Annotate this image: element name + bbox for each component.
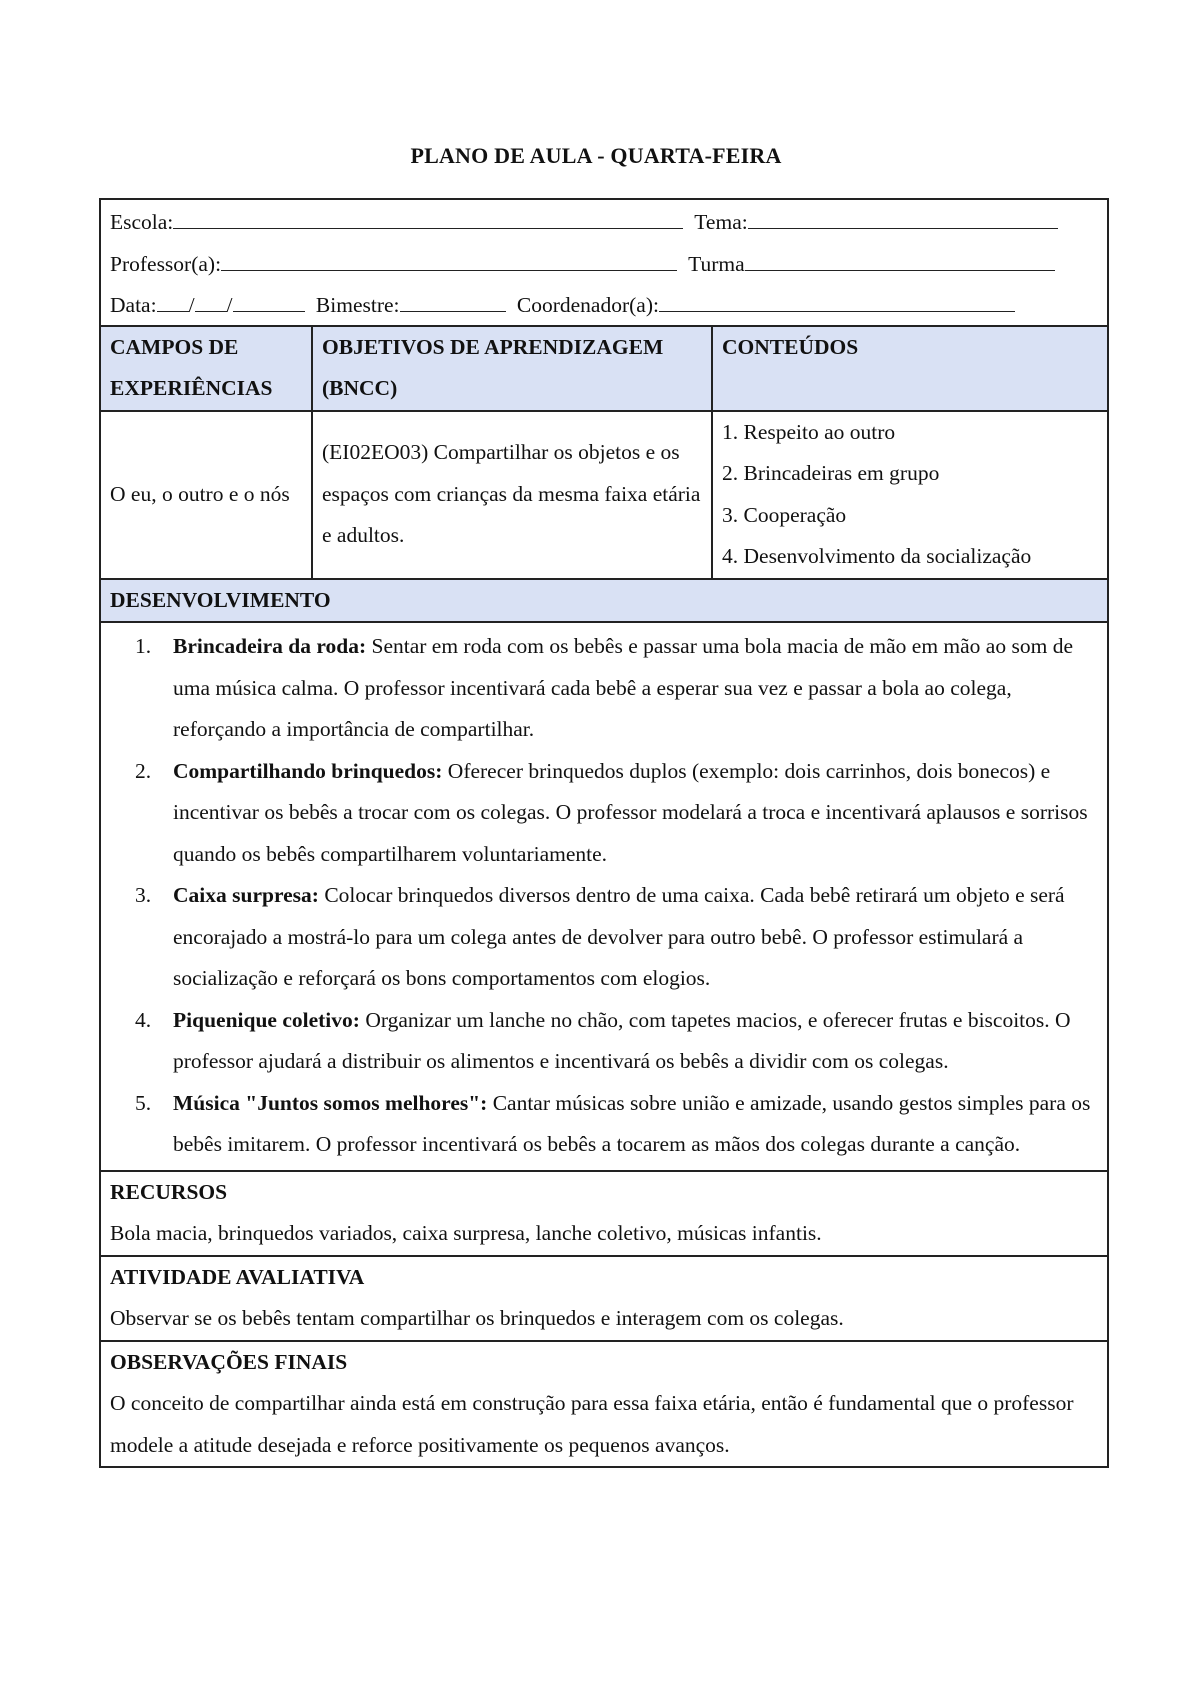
campos-cell: O eu, o outro e o nós — [100, 411, 312, 579]
header-line-2 — [110, 242, 1098, 284]
atividade-cell — [100, 1256, 1108, 1341]
data-label: Data: — [110, 293, 157, 317]
desenvolvimento-header-row — [100, 579, 1108, 623]
column-header-objetivos: OBJETIVOS DE APRENDIZAGEM (BNCC) — [312, 326, 712, 411]
recursos-cell — [100, 1171, 1108, 1256]
conteudo-item: 2. Brincadeiras em grupo — [722, 461, 940, 485]
page-title: PLANO DE AULA - QUARTA-FEIRA — [410, 143, 782, 168]
header-row — [100, 199, 1108, 326]
coordenador-field[interactable] — [659, 283, 1015, 312]
date-month-field[interactable] — [195, 283, 227, 312]
item-text: Sentar em roda com os bebês e passar uma bola macia de mão em mão ao som de uma música calma. O professor incentivará cada bebê a esperar sua vez e passar a bola ao colega, reforçando a importância de compartilhar. — [173, 634, 1073, 741]
atividade-title: ATIVIDADE AVALIATIVA — [110, 1264, 365, 1289]
escola-field[interactable] — [173, 200, 683, 229]
turma-label: Turma — [688, 251, 745, 276]
item-title: Compartilhando brinquedos: — [173, 758, 443, 783]
item-number: 1. — [135, 634, 152, 658]
column-header-conteudos: CONTEÚDOS — [712, 326, 1108, 411]
objetivos-cell: (EI02EO03) Compartilhar os objetos e os espaços com crianças da mesma faixa etária e adultos. — [312, 411, 712, 579]
recursos-text: Bola macia, brinquedos variados, caixa surpresa, lanche coletivo, músicas infantis. — [110, 1221, 822, 1245]
desenvolvimento-list — [101, 623, 1107, 1170]
header-line-1 — [110, 200, 1098, 242]
atividade-row — [100, 1256, 1108, 1341]
item-title: Piquenique coletivo: — [173, 1007, 360, 1032]
observacoes-row — [100, 1341, 1108, 1468]
list-item — [101, 875, 1107, 1000]
professor-label: Professor(a): — [110, 251, 222, 276]
column-header-row — [100, 326, 1108, 411]
conteudo-item: 4. Desenvolvimento da socialização — [722, 544, 1032, 568]
column-header-campos: CAMPOS DE EXPERIÊNCIAS — [100, 326, 312, 411]
item-title: Caixa surpresa: — [173, 883, 319, 907]
desenvolvimento-row — [100, 622, 1108, 1171]
content-row — [100, 411, 1108, 579]
item-number: 3. — [135, 883, 152, 907]
item-number: 4. — [135, 1007, 152, 1032]
recursos-title: RECURSOS — [110, 1179, 228, 1204]
bimestre-field[interactable] — [400, 283, 506, 312]
coordenador-label: Coordenador(a): — [516, 293, 659, 317]
date-year-field[interactable] — [233, 283, 305, 312]
conteudo-item: 1. Respeito ao outro — [722, 419, 896, 444]
date-day-field[interactable] — [157, 283, 189, 312]
item-title: Brincadeira da roda: — [173, 634, 367, 658]
list-item — [101, 626, 1107, 751]
conteudos-cell — [712, 411, 1108, 579]
item-text: Cantar músicas sobre união e amizade, usando gestos simples para os bebês imitarem. O professor incentivará os bebês a tocarem as mãos dos colegas durante a canção. — [173, 1090, 1091, 1156]
list-item — [101, 1083, 1107, 1166]
atividade-text: Observar se os bebês tentam compartilhar os brinquedos e interagem com os colegas. — [110, 1306, 844, 1330]
header-line-3 — [110, 283, 1098, 325]
item-title: Música "Juntos somos melhores": — [173, 1090, 488, 1115]
list-item — [101, 751, 1107, 876]
observacoes-text: O conceito de compartilhar ainda está em construção para essa faixa etária, então é fundamental que o professor modele a atitude desejada e reforce positivamente os pequenos avanços. — [110, 1391, 1074, 1457]
conteudo-item: 3. Cooperação — [722, 502, 847, 527]
item-text: Colocar brinquedos diversos dentro de uma caixa. Cada bebê retirará um objeto e será encorajado a mostrá-lo para um colega antes de devolver para outro bebê. O professor estimulará a socialização e reforçará os bons comportamentos com elogios. — [173, 883, 1065, 990]
turma-field[interactable] — [745, 242, 1055, 271]
date-separator: / — [188, 293, 195, 317]
item-text: Oferecer brinquedos duplos (exemplo: dois carrinhos, dois bonecos) e incentivar os bebês a trocar com os colegas. O professor modelará a troca e incentivará aplausos e sorrisos quando os bebês compartilharem voluntariamente. — [173, 758, 1088, 866]
item-text: Organizar um lanche no chão, com tapetes macios, e oferecer frutas e biscoitos. O professor ajudará a distribuir os alimentos e incentivará os bebês a dividir com os colegas. — [173, 1007, 1071, 1073]
list-item — [101, 1000, 1107, 1083]
bimestre-label: Bimestre: — [315, 293, 400, 317]
recursos-row — [100, 1171, 1108, 1256]
escola-label: Escola: — [110, 210, 174, 234]
tema-label: Tema: — [694, 210, 748, 234]
header-cell — [100, 199, 1108, 326]
professor-field[interactable] — [221, 242, 677, 271]
observacoes-cell — [100, 1341, 1108, 1468]
tema-field[interactable] — [748, 200, 1058, 229]
date-separator: / — [226, 293, 233, 317]
item-number: 5. — [135, 1090, 152, 1115]
observacoes-title: OBSERVAÇÕES FINAIS — [110, 1349, 348, 1374]
lesson-plan-table — [99, 198, 1109, 1468]
desenvolvimento-cell — [100, 622, 1108, 1171]
desenvolvimento-title: DESENVOLVIMENTO — [100, 579, 1108, 623]
item-number: 2. — [135, 758, 152, 783]
